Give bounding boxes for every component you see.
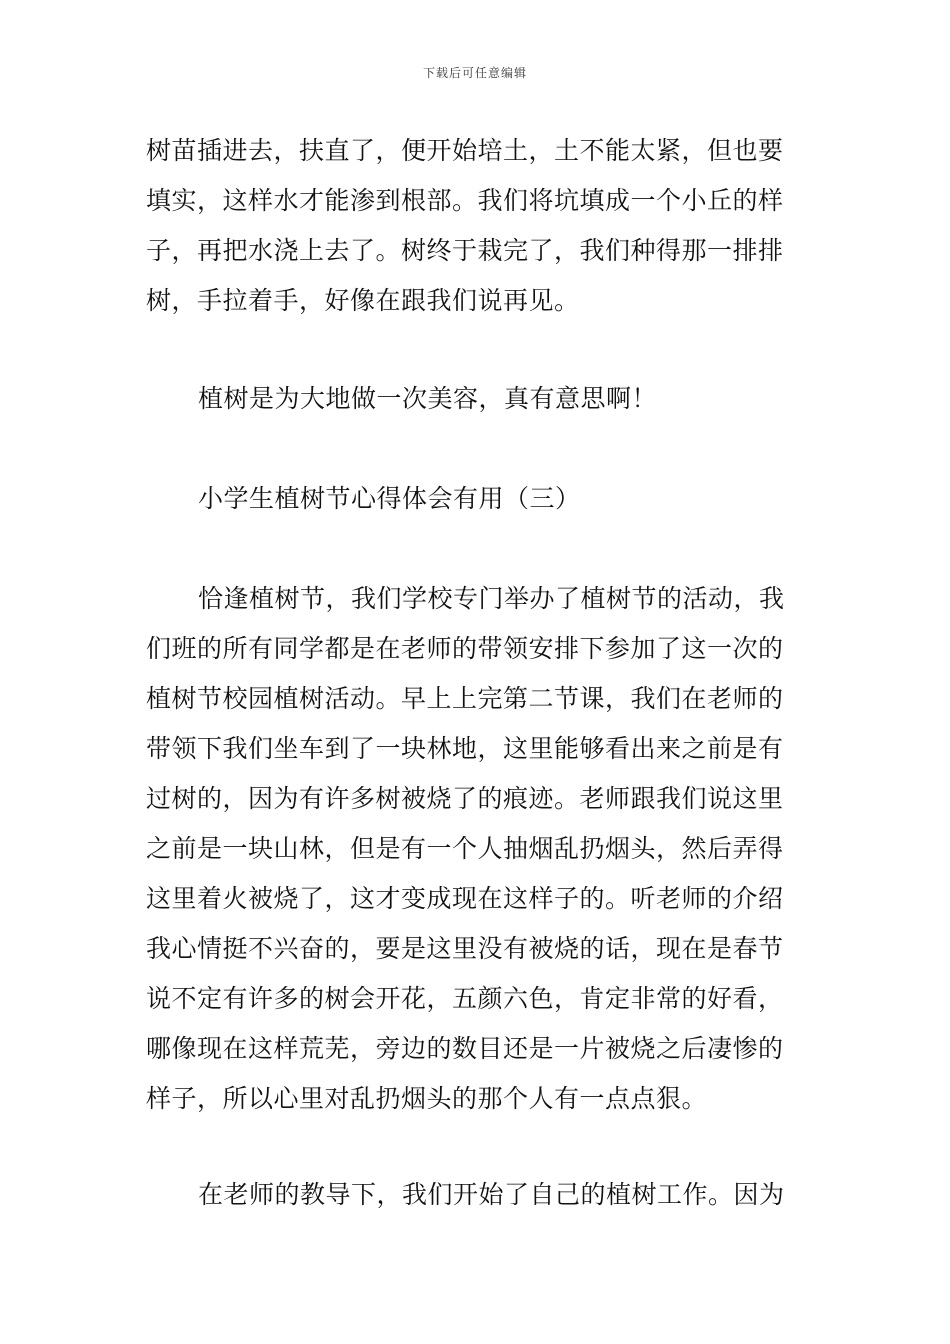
text-line: 植树节校园植树活动。早上上完第二节课，我们在老师的 [146, 684, 784, 713]
text-line: 树，手拉着手，好像在跟我们说再见。 [146, 286, 580, 315]
section-title [146, 474, 816, 524]
text-line: 在老师的教导下，我们开始了自己的植树工作。因为 [198, 1180, 785, 1209]
text-line: 过树的，因为有许多树被烧了的痕迹。老师跟我们说这里 [146, 784, 784, 813]
text-line: 植树是为大地做一次美容，真有意思啊！ [198, 384, 658, 413]
paragraph-teacher-guidance [146, 1170, 816, 1220]
paragraph-conclusion [146, 374, 816, 424]
text-line: 恰逢植树节，我们学校专门举办了植树节的活动，我 [198, 584, 785, 613]
text-line: 哪像现在这样荒芜，旁边的数目还是一片被烧之后凄惨的 [146, 1034, 784, 1063]
text-line: 样子，所以心里对乱扔烟头的那个人有一点点狠。 [146, 1084, 708, 1113]
text-line: 这里着火被烧了，这才变成现在这样子的。听老师的介绍 [146, 884, 784, 913]
text-line: 们班的所有同学都是在老师的带领安排下参加了这一次的 [146, 634, 784, 663]
paragraph-arbor-day-activity [146, 574, 816, 1124]
page-header: 下载后可任意编辑 [422, 66, 527, 80]
text-line: 我心情挺不兴奋的，要是这里没有被烧的话，现在是春节 [146, 934, 784, 963]
text-line: 子，再把水浇上去了。树终于栽完了，我们种得那一排排 [146, 236, 784, 265]
paragraph-tree-planting-continued [146, 126, 816, 326]
text-line: 之前是一块山林，但是有一个人抽烟乱扔烟头，然后弄得 [146, 834, 784, 863]
text-line: 填实，这样水才能渗到根部。我们将坑填成一个小丘的样 [146, 186, 784, 215]
text-line: 说不定有许多的树会开花，五颜六色，肯定非常的好看， [146, 984, 784, 1013]
text-line: 带领下我们坐车到了一块林地，这里能够看出来之前是有 [146, 734, 784, 763]
text-line: 树苗插进去，扶直了，便开始培土，土不能太紧，但也要 [146, 136, 784, 165]
text-line: 小学生植树节心得体会有用（三） [198, 484, 581, 513]
